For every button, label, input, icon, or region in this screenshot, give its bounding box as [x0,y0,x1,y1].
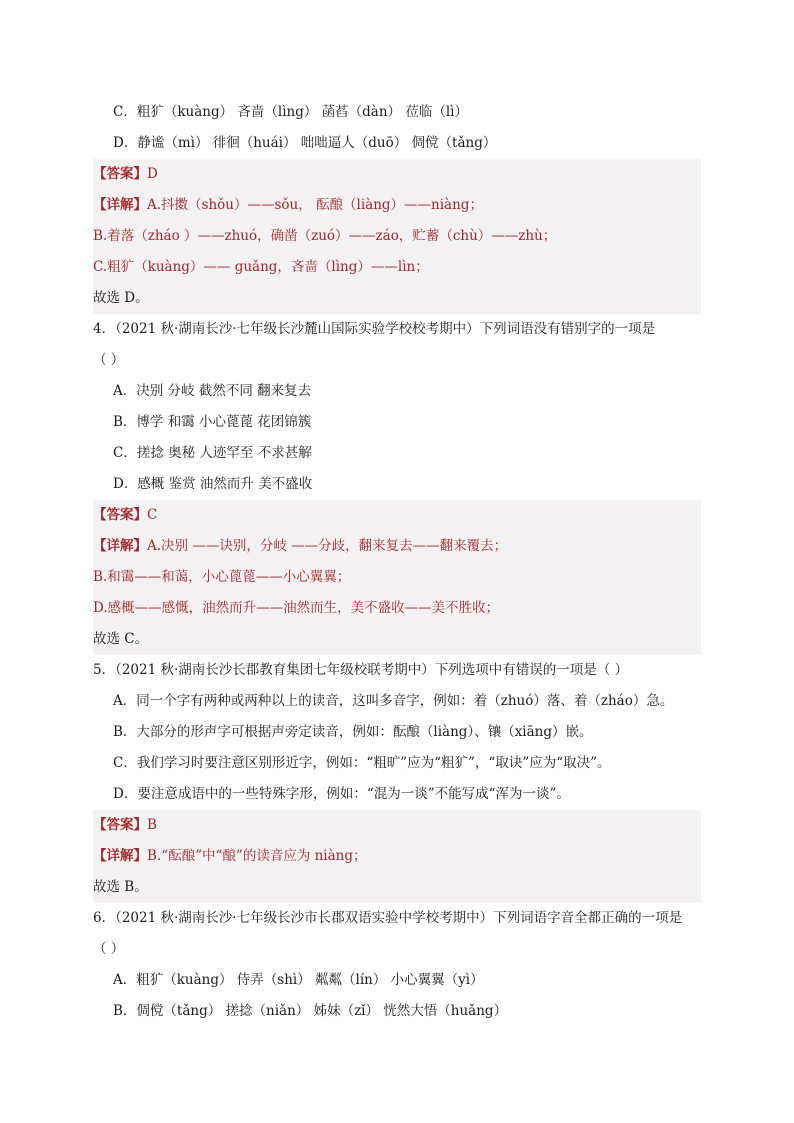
detail-tag: 【详解】 [93,538,147,554]
option-d: D．感概 鉴赏 油然而升 美不盛收 [113,476,313,492]
option-c: C．搓捻 奥秘 人迹罕至 不求甚解 [113,445,312,461]
answer-tag: 【答案】 [93,817,147,833]
option-b: B．博学 和霭 小心蓖蓖 花团锦簇 [113,414,312,430]
answer-tag: 【答案】 [93,166,147,182]
detail-line: D.感概——感慨，油然而升——油然而生，美不盛收——美不胜收； [93,600,500,616]
conclusion: 故选 B。 [93,879,148,895]
detail-line [93,531,701,562]
option-b: B．倜傥（tǎng） 搓捻（niǎn） 姊妹（zǐ） 恍然大悟（huǎng） [113,1003,508,1019]
option-d: D．要注意成语中的一些特殊字形，例如：“混为一谈”不能写成“浑为一谈”。 [113,786,570,802]
option-a: A．同一个字有两种或两种以上的读音，这叫多音字，例如：着（zhuó）落、着（zháo）急。 [113,693,674,709]
option-a: A．决别 分岐 截然不同 翻来复去 [113,383,312,399]
answer-block [93,500,701,655]
detail-text: B.“酝酿”中“酿”的读音应为 niàng； [147,848,367,864]
detail-tag: 【详解】 [93,848,147,864]
detail-tag: 【详解】 [93,197,147,213]
question-4-blank: （ ） [93,352,125,368]
answer-line [93,159,701,190]
answer-value: C [147,507,158,523]
detail-line [93,190,701,221]
answer-block [93,159,701,314]
detail-line: C.粗犷（kuàng）—— guǎng，吝啬（lìng）——lìn； [93,259,429,275]
question-6-stem: 6．（2021 秋·湖南长沙·七年级长沙市长郡双语实验中学校考期中）下列词语字音全都正确的一项是 [93,910,683,926]
detail-text: A.抖擞（shǒu）——sǒu， 酝酿（liàng）——niàng； [147,197,483,213]
document-page [93,97,701,1027]
question-4-stem: 4．（2021 秋·湖南长沙·七年级长沙麓山国际实验学校校考期中）下列词语没有错别字的一项是 [93,321,656,337]
answer-block [93,810,701,903]
detail-line: B.和霭——和蔼，小心蓖蓖——小心翼翼； [93,569,351,585]
detail-text: A.决别 ——诀别，分岐 ——分歧，翻来复去——翻来覆去； [147,538,508,554]
question-6-blank: （ ） [93,941,125,957]
conclusion: 故选 C。 [93,631,149,647]
option-c: C．粗犷（kuàng） 吝啬（lìng） 菡萏（dàn） 莅临（lì） [113,104,468,120]
option-c: C．我们学习时要注意区别形近字，例如：“粗旷”应为“粗犷”，“取诀”应为“取决”。 [113,755,611,771]
detail-line: B.着落（zháo ）——zhuó，确凿（zuó）——záo，贮蓄（chù）——zhù； [93,228,557,244]
answer-line [93,500,701,531]
answer-value: D [147,166,158,182]
option-d: D．静谧（mì） 徘徊（huái） 咄咄逼人（duō） 倜傥（tǎng） [113,135,497,151]
option-a: A．粗犷（kuàng） 侍弄（shì） 粼粼（lín） 小心翼翼（yì） [113,972,484,988]
detail-line [93,841,701,872]
answer-line [93,810,701,841]
answer-tag: 【答案】 [93,507,147,523]
option-b: B．大部分的形声字可根据声旁定读音，例如：酝酿（liàng）、镶（xiāng）嵌。 [113,724,593,740]
answer-value: B [147,817,157,833]
question-5-stem: 5．（2021 秋·湖南长沙长郡教育集团七年级校联考期中）下列选项中有错误的一项是（ ） [93,662,629,678]
conclusion: 故选 D。 [93,290,149,306]
